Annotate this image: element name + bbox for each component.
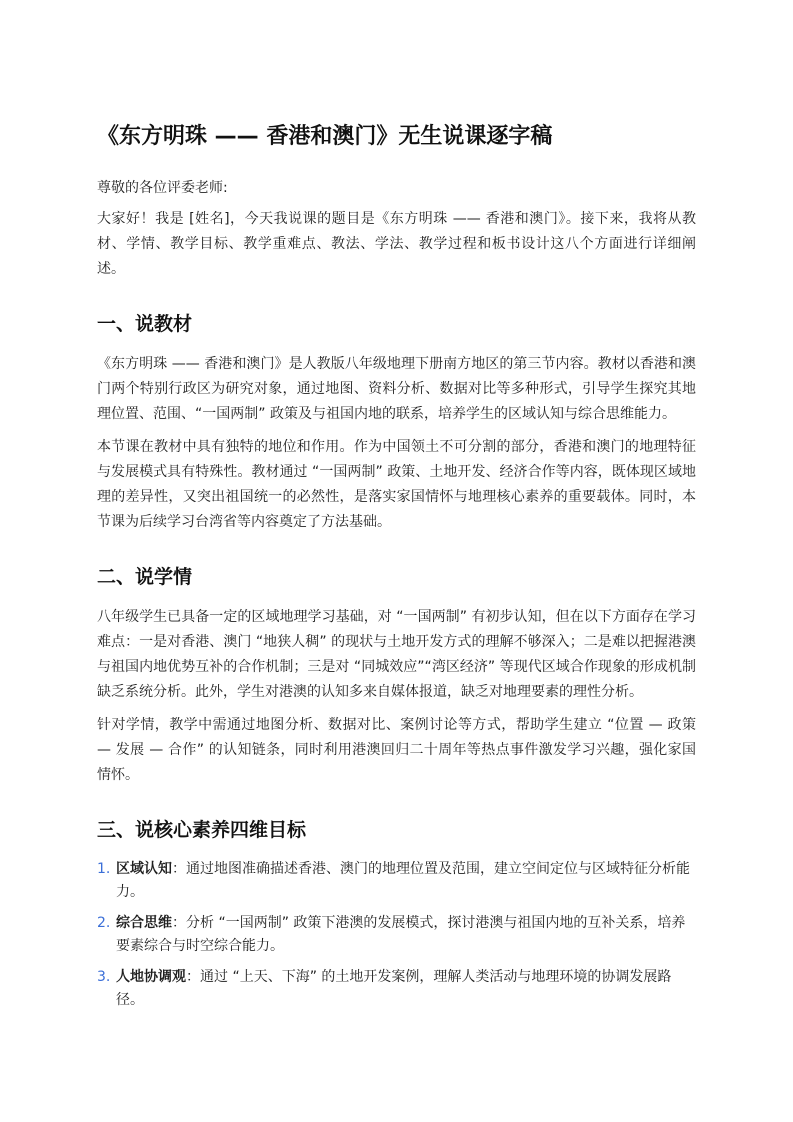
intro-paragraph: 大家好！我是 [姓名]，今天我说课的题目是《东方明珠 —— 香港和澳门》。接下来，我将从教材、学情、教学目标、教学重难点、教法、学法、教学过程和板书设计这八个方面进行详细阐述。	[97, 211, 696, 277]
textbook-paragraph-2: 本节课在教材中具有独特的地位和作用。作为中国领土不可分割的部分，香港和澳门的地理特征与发展模式具有特殊性。教材通过 “一国两制” 政策、土地开发、经济合作等内容，既体现区域地理的差异性，又突出祖国统一的必然性，是落实家国情怀与地理核心素养的重要载体。同时，本节课为后续学习台湾省等内容奠定了方法基础。	[97, 439, 696, 530]
section-heading-objectives: 三、说核心素养四维目标	[97, 819, 307, 841]
section-heading-students: 二、说学情	[97, 566, 193, 588]
list-number: 1.	[97, 861, 111, 877]
list-item	[97, 966, 696, 1012]
students-paragraph-2: 针对学情，教学中需通过地图分析、数据对比、案例讨论等方式，帮助学生建立 “位置 — 政策 — 发展 — 合作” 的认知链条，同时利用港澳回归二十周年等热点事件激发学习兴趣，强化家国情怀。	[97, 717, 696, 783]
objective-text: 通过 “上天、下海” 的土地开发案例，理解人类活动与地理环境的协调发展路径。	[116, 969, 672, 1008]
objectives-list	[97, 858, 696, 1012]
objective-text: 分析 “一国两制” 政策下港澳的发展模式，探讨港澳与祖国内地的互补关系，培养要素综合与时空综合能力。	[116, 915, 686, 954]
textbook-paragraph-1: 《东方明珠 —— 香港和澳门》是人教版八年级地理下册南方地区的第三节内容。教材以香港和澳门两个特别行政区为研究对象，通过地图、资料分析、数据对比等多种形式，引导学生探究其地理位置、范围、“一国两制” 政策及与祖国内地的联系，培养学生的区域认知与综合思维能力。	[97, 356, 696, 422]
students-paragraph-1: 八年级学生已具备一定的区域地理学习基础，对 “一国两制” 有初步认知，但在以下方面存在学习难点：一是对香港、澳门 “地狭人稠” 的现状与土地开发方式的理解不够深入；二是难以把握港澳与祖国内地优势互补的合作机制；三是对 “同城效应”“湾区经济” 等现代区域合作现象的形成机制缺乏系统分析。此外，学生对港澳的认知多来自媒体报道，缺乏对地理要素的理性分析。	[97, 609, 696, 700]
objective-term: 区域认知	[116, 861, 172, 877]
objective-term: 人地协调观	[116, 969, 186, 985]
list-number: 3.	[97, 969, 111, 985]
list-item	[97, 858, 696, 904]
greeting-text: 尊敬的各位评委老师:	[97, 180, 228, 196]
objective-separator: ：	[186, 969, 200, 985]
objective-term: 综合思维	[116, 915, 172, 931]
list-number: 2.	[97, 915, 111, 931]
objective-separator: ：	[172, 861, 186, 877]
objective-separator: ：	[172, 915, 186, 931]
objective-text: 通过地图准确描述香港、澳门的地理位置及范围，建立空间定位与区域特征分析能力。	[116, 861, 690, 900]
list-item	[97, 912, 696, 958]
document-title: 《东方明珠 —— 香港和澳门》无生说课逐字稿	[97, 124, 553, 149]
section-heading-textbook: 一、说教材	[97, 313, 193, 335]
